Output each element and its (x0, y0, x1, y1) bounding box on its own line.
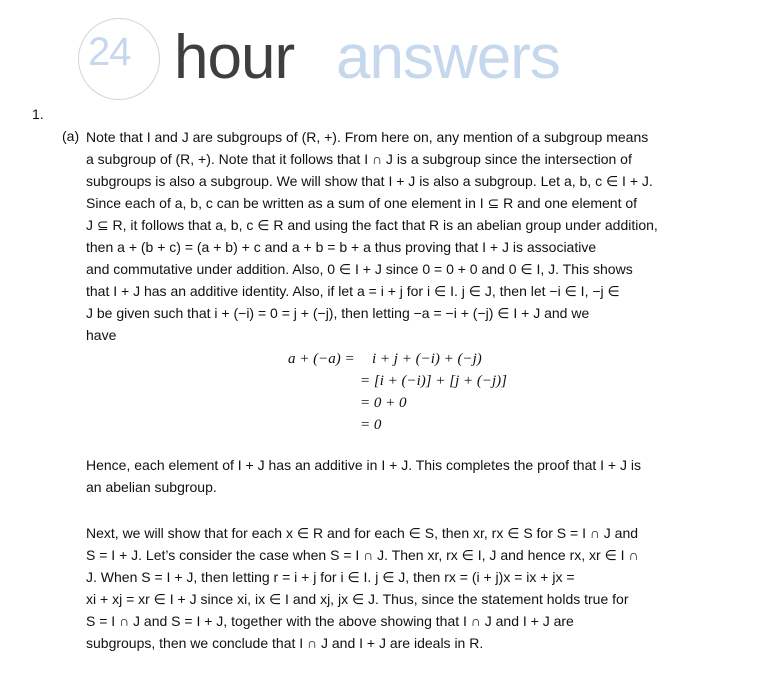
paragraph-1-line: Note that I and J are subgroups of (R, +). From here on, any mention of a subgroup means (86, 129, 649, 145)
paragraph-3-line: J. When S = I + J, then letting r = i + j for i ∈ I. j ∈ J, then rx = (i + j)x = ix + jx = (86, 569, 575, 585)
paragraph-1-line: a subgroup of (R, +). Note that it follows that I ∩ J is a subgroup since the intersection of (86, 151, 632, 167)
question-number: 1. (32, 106, 44, 122)
equation-lhs: a + (−a) = (288, 351, 355, 367)
logo-number: 24 (88, 30, 131, 74)
part-label: (a) (62, 128, 80, 144)
equation-row: i + j + (−i) + (−j) (372, 351, 482, 367)
site-logo (78, 18, 618, 102)
paragraph-1-line: that I + J has an additive identity. Also, if let a = i + j for i ∈ I. j ∈ J, then let −i ∈ I, −j ∈ (86, 283, 620, 299)
paragraph-2 (86, 454, 726, 498)
equation-row: = 0 (360, 417, 382, 433)
paragraph-1-line: and commutative under addition. Also, 0 ∈ I + J since 0 = 0 + 0 and 0 ∈ I, J. This shows (86, 261, 633, 277)
paragraph-3-line: subgroups, then we conclude that I ∩ J and I + J are ideals in R. (86, 635, 484, 651)
paragraph-3-line: S = I + J. Let’s consider the case when S = I ∩ J. Then xr, rx ∈ I, J and hence rx, xr ∈ I ∩ (86, 547, 639, 563)
paragraph-1-line: then a + (b + c) = (a + b) + c and a + b = b + a thus proving that I + J is associative (86, 239, 597, 255)
equation-row: = [i + (−i)] + [j + (−j)] (360, 373, 507, 389)
paragraph-1-line: have (86, 327, 117, 343)
paragraph-1-line: J ⊆ R, it follows that a, b, c ∈ R and using the fact that R is an abelian group under addition, (86, 217, 658, 233)
paragraph-1-line: Since each of a, b, c can be written as a sum of one element in I ⊆ R and one element of (86, 195, 638, 211)
paragraph-3-line: xi + xj = xr ∈ I + J since xi, ix ∈ I and xj, jx ∈ J. Thus, since the statement holds true for (86, 591, 629, 607)
paragraph-2-line: Hence, each element of I + J has an additive in I + J. This completes the proof that I + J is (86, 457, 641, 473)
logo-word-answers: answers (336, 23, 560, 92)
paragraph-1-line: subgroups is also a subgroup. We will show that I + J is also a subgroup. Let a, b, c ∈ I + J. (86, 173, 653, 189)
paragraph-1 (86, 126, 726, 346)
paragraph-3-line: Next, we will show that for each x ∈ R and for each ∈ S, then xr, rx ∈ S for S = I ∩ J and (86, 525, 639, 541)
paragraph-3 (86, 522, 726, 654)
paragraph-3-line: S = I ∩ J and S = I + J, together with the above showing that I ∩ J and I + J are (86, 613, 574, 629)
equation-row: = 0 + 0 (360, 395, 407, 411)
paragraph-1-line: J be given such that i + (−i) = 0 = j + (−j), then letting −a = −i + (−j) ∈ I + J and we (86, 305, 590, 321)
logo-word-hour: hour (174, 23, 295, 92)
paragraph-2-line: an abelian subgroup. (86, 479, 217, 495)
